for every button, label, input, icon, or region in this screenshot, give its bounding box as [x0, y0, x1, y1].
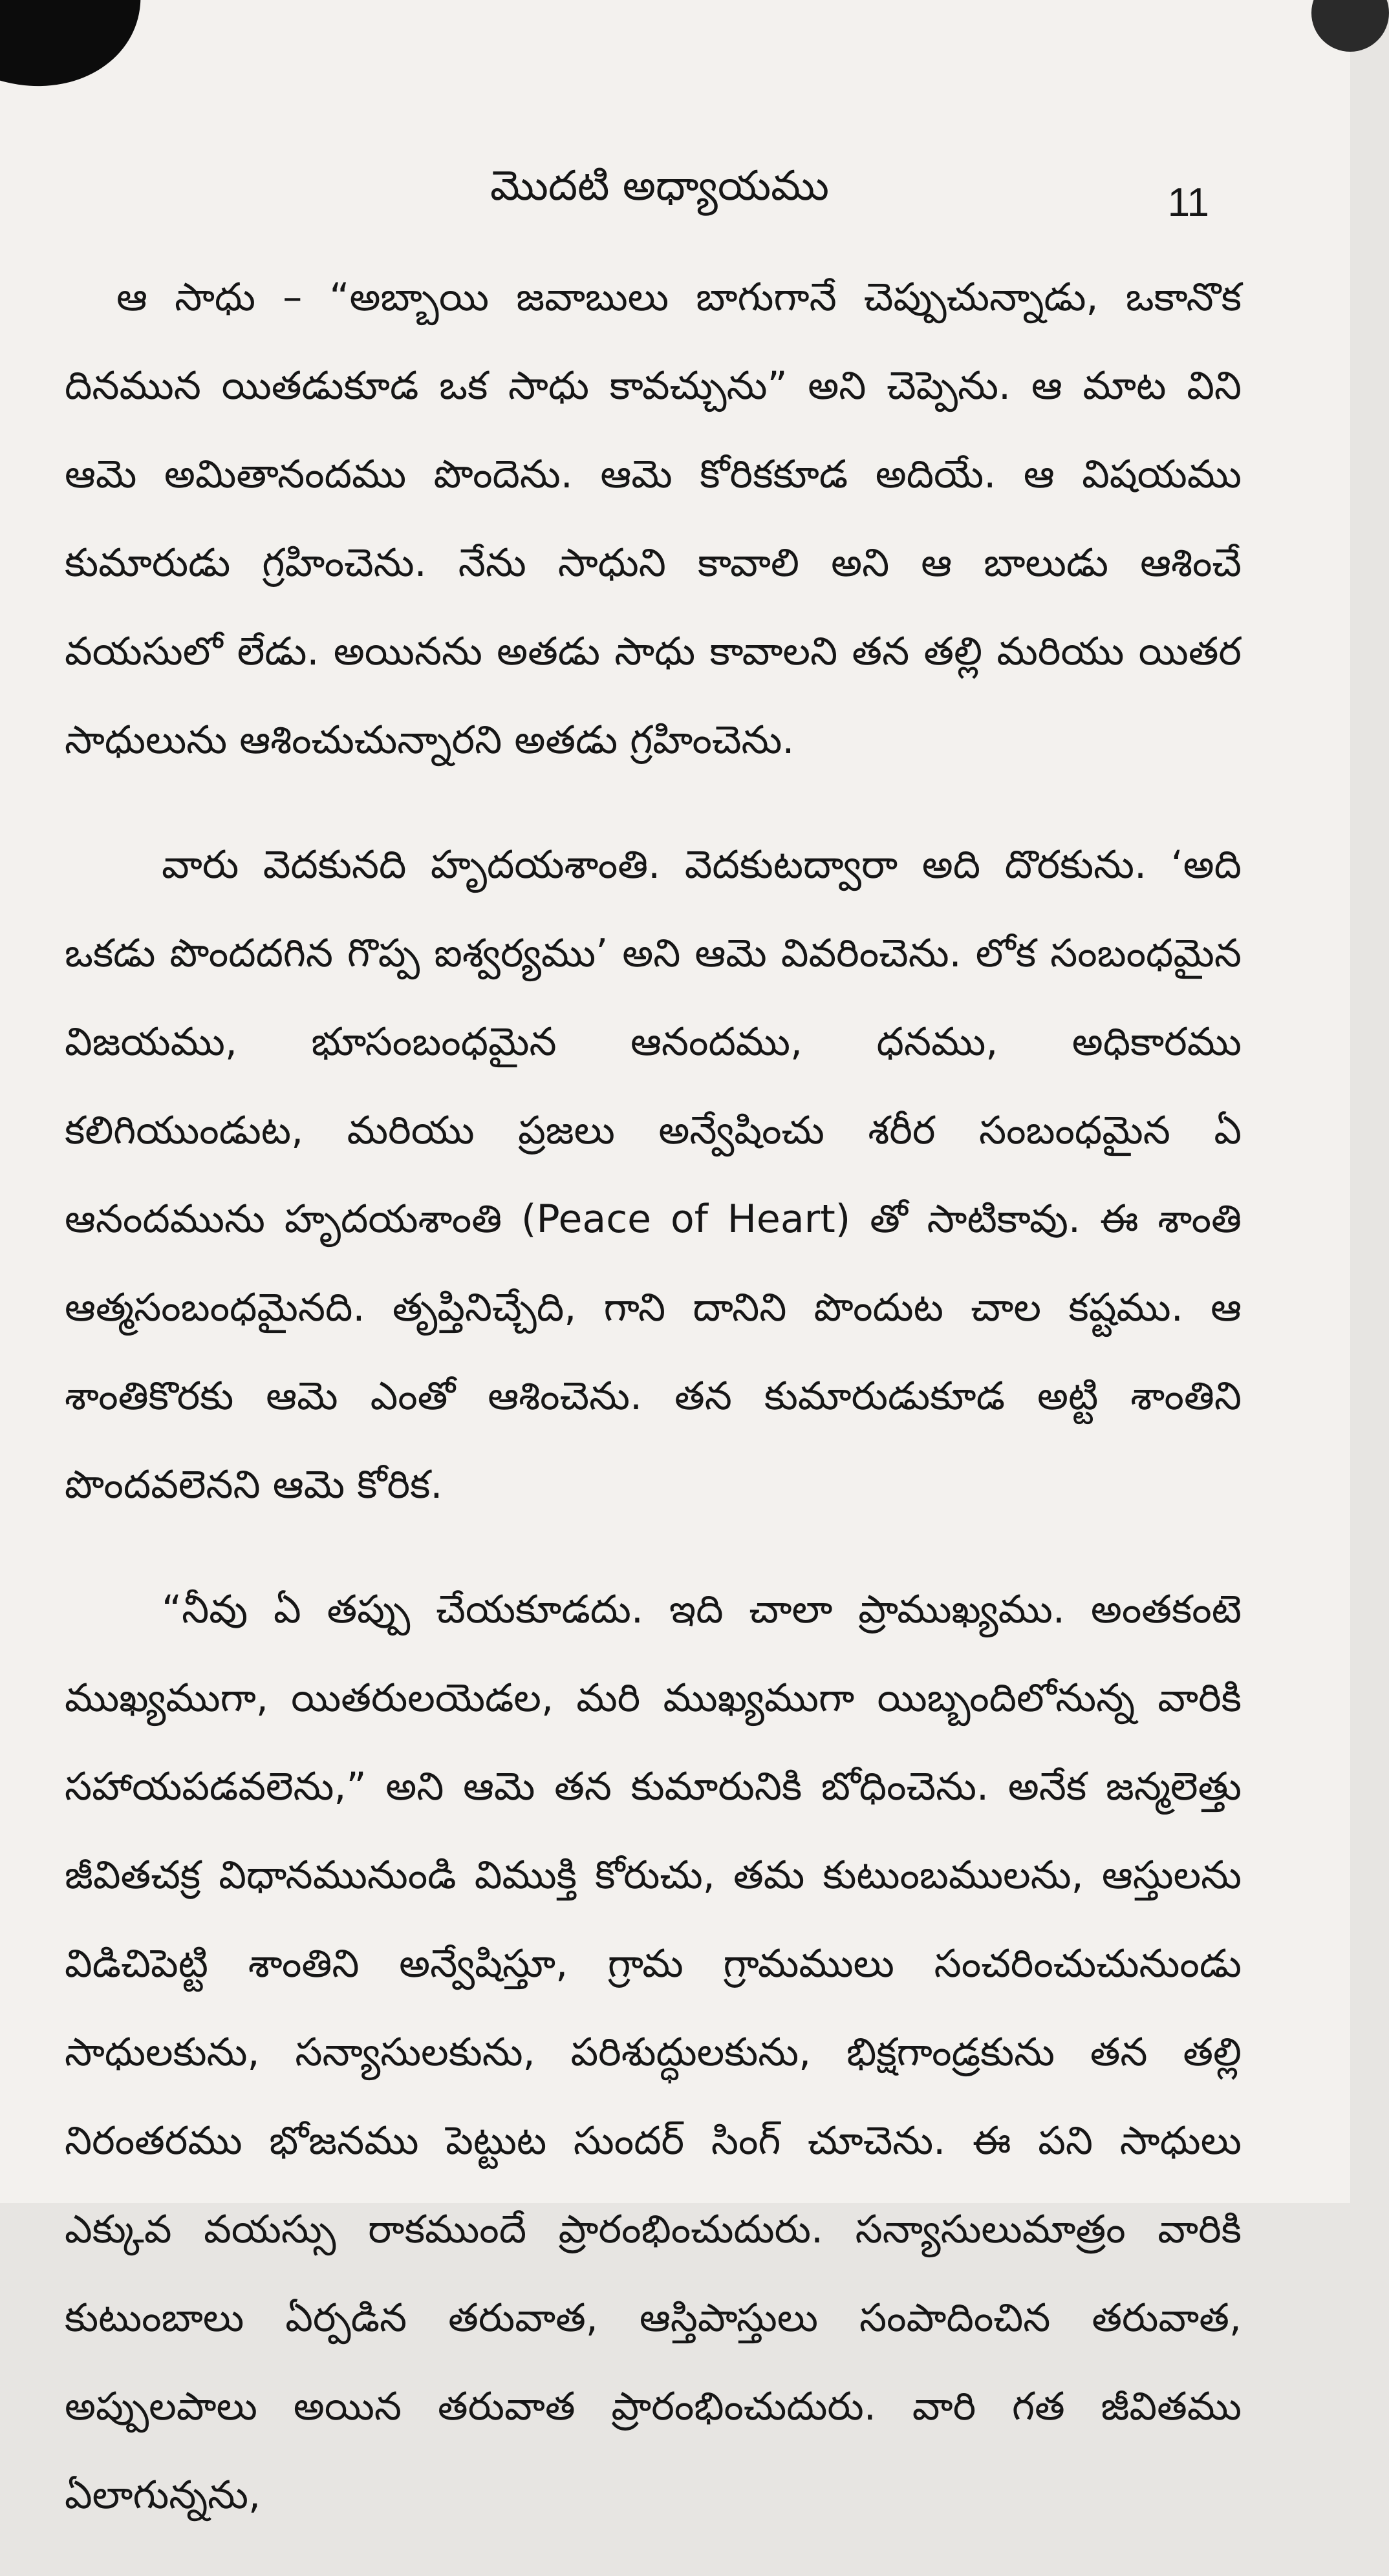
page-corner-shadow: [0, 0, 167, 115]
page-number: 11: [1167, 180, 1209, 225]
paragraph-3: “నీవు ఏ తప్పు చేయకూడదు. ఇది చాలా ప్రాముఖ్యము. అంతకంటె ముఖ్యముగా, యితరులయెడల, మరి ముఖ్యముగా యిబ్బందిలోనున్న వారికి సహాయపడవలెను,” అని ఆమె తన కుమారునికి బోధించెను. అనేక జన్మలెత్తు జీవితచక్ర విధానమునుండి విముక్తి కోరుచు, తమ కుటుంబములను, ఆస్తులను విడిచిపెట్టి శాంతిని అన్వేషిస్తూ, గ్రామ గ్రామములు సంచరించుచునుండు సాధులకును, సన్యాసులకును, పరిశుద్ధులకును, భిక్షగాండ్రకును తన తల్లి నిరంతరము భోజనము పెట్టుట సుందర్ సింగ్ చూచెను. ఈ పని సాధులు ఎక్కువ వయస్సు రాకముందే ప్రారంభించుదురు. సన్యాసులుమాత్రం వారికి కుటుంబాలు ఏర్పడిన తరువాత, ఆస్తిపాస్తులు సంపాదించిన తరువాత, అప్పులపాలు అయిన తరువాత ప్రారంభించుదురు. వారి గత జీవితము ఏలాగున్నను,: [65, 1587, 1242, 2518]
running-title: మొదటి అధ్యాయము: [490, 162, 830, 210]
paragraph-1: ఆ సాధు – “అబ్బాయి జవాబులు బాగుగానే చెప్పుచున్నాడు, ఒకానొక దినమున యితడుకూడ ఒక సాధు కావచ్చును” అని చెప్పెను. ఆ మాట విని ఆమె అమితానందము పొందెను. ఆమె కోరికకూడ అదియే. ఆ విషయము కుమారుడు గ్రహించెను. నేను సాధుని కావాలి అని ఆ బాలుడు ఆశించే వయసులో లేడు. అయినను అతడు సాధు కావాలని తన తల్లి మరియు యితర సాధులును ఆశించుచున్నారని అతడు గ్రహించెను.: [65, 275, 1242, 763]
page-header: [0, 154, 1350, 231]
paragraph-2: వారు వెదకునది హృదయశాంతి. వెదకుటద్వారా అది దొరకును. ‘అది ఒకడు పొందదగిన గొప్ప ఐశ్వర్యము’ అని ఆమె వివరించెను. లోక సంబంధమైన విజయము, భూసంబంధమైన ఆనందము, ధనము, అధికారము కలిగియుండుట, మరియు ప్రజలు అన్వేషించు శరీర సంబంధమైన ఏ ఆనందమును హృదయశాంతి (Peace of Heart) తో సాటికావు. ఈ శాంతి ఆత్మసంబంధమైనది. తృప్తినిచ్చేది, గాని దానిని పొందుట చాల కష్టము. ఆ శాంతికొరకు ఆమె ఎంతో ఆశించెను. తన కుమారుడుకూడ అట్టి శాంతిని పొందవలెనని ఆమె కోరిక.: [65, 842, 1242, 1507]
page-body: [65, 253, 1242, 2576]
page-edge-shadow: [1311, 0, 1389, 52]
